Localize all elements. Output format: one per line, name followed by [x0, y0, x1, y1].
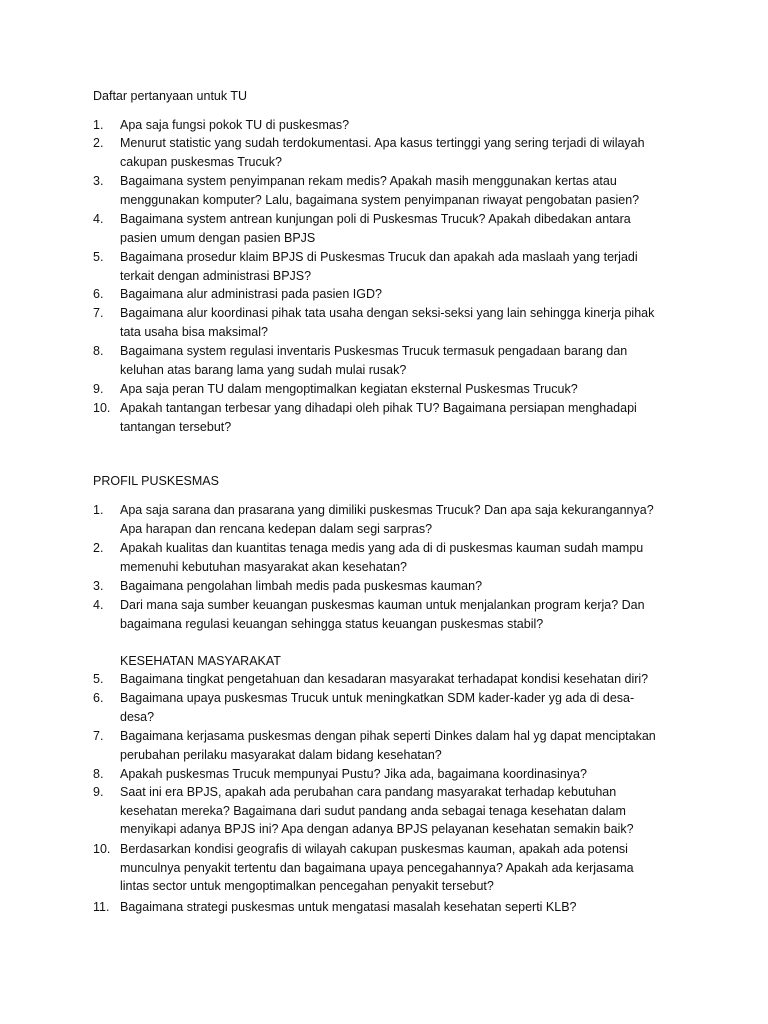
list-item: [93, 134, 683, 171]
list-item: [93, 689, 683, 726]
list-item-number: 5.: [93, 250, 104, 264]
list-item-line: Berdasarkan kondisi geografis di wilayah cakupan puskesmas kauman, apakah ada potensi: [120, 842, 628, 856]
list-item: [93, 765, 683, 784]
list-item-line: bagaimana regulasi keuangan sehingga status keuangan puskesmas stabil?: [120, 616, 544, 631]
list-item-text: [120, 727, 683, 764]
list-item-number: 4.: [93, 212, 104, 226]
list-item-text: [120, 304, 683, 341]
list-item-text: [120, 172, 683, 209]
list-item-line: Dari mana saja sumber keuangan puskesmas kauman untuk menjalankan program kerja? Dan: [120, 598, 645, 612]
list-item: [93, 539, 683, 576]
list-item: [93, 840, 683, 896]
list-item-number: 8.: [93, 344, 104, 358]
list-item: [93, 304, 683, 341]
list-item-text: [120, 670, 683, 689]
list-item: [93, 501, 683, 538]
list-item-text: [120, 134, 683, 171]
list-item-line: Apakah puskesmas Trucuk mempunyai Pustu? Jika ada, bagaimana koordinasinya?: [120, 767, 587, 781]
list-item-line: Bagaimana strategi puskesmas untuk mengatasi masalah kesehatan seperti KLB?: [120, 900, 577, 914]
list-item-line: lintas sector untuk mengoptimalkan pencegahan penyakit tersebut?: [120, 879, 494, 894]
list-item: [93, 783, 683, 839]
list-item-number: 2.: [93, 541, 104, 555]
list-item-number: 5.: [93, 672, 104, 686]
list-item-number: 7.: [93, 306, 104, 320]
list-item-line: Bagaimana prosedur klaim BPJS di Puskesmas Trucuk dan apakah ada maslaah yang terjadi: [120, 250, 638, 264]
section-title-tu: Daftar pertanyaan untuk TU: [93, 89, 248, 103]
list-item: [93, 248, 683, 285]
list-item: [93, 727, 683, 764]
list-item-text: [120, 380, 683, 399]
list-item-text: [120, 342, 683, 379]
list-item-number: 11.: [93, 900, 110, 914]
list-item-line: Bagaimana tingkat pengetahuan dan kesadaran masyarakat terhadapat kondisi kesehatan diri?: [120, 672, 649, 686]
list-item: [93, 670, 683, 689]
list-item-line: Bagaimana system antrean kunjungan poli di Puskesmas Trucuk? Apakah dibedakan antara: [120, 212, 631, 226]
list-item-text: [120, 577, 683, 596]
list-item: [93, 342, 683, 379]
list-item: [93, 172, 683, 209]
list-item-number: 3.: [93, 579, 104, 593]
list-item-number: 10.: [93, 401, 111, 415]
list-item-line: Bagaimana system regulasi inventaris Puskesmas Trucuk termasuk pengadaan barang dan: [120, 344, 628, 358]
list-item-number: 8.: [93, 767, 104, 781]
list-item-number: 1.: [93, 503, 104, 517]
section-title-profil: PROFIL PUSKESMAS: [93, 474, 219, 488]
list-item-text: [120, 689, 683, 726]
list-item-text: [120, 898, 683, 917]
list-item-line: Bagaimana pengolahan limbah medis pada puskesmas kauman?: [120, 579, 483, 593]
list-item-line: terkait dengan administrasi BPJS?: [120, 268, 312, 283]
list-item-number: 9.: [93, 785, 104, 799]
list-item-number: 1.: [93, 118, 104, 132]
list-item-line: Saat ini era BPJS, apakah ada perubahan cara pandang masyarakat terhadap kebutuhan: [120, 785, 617, 799]
list-item-text: [120, 783, 683, 839]
list-item-text: [120, 285, 683, 304]
list-item-number: 2.: [93, 136, 104, 150]
list-item-number: 3.: [93, 174, 104, 188]
list-item-text: [120, 539, 683, 576]
list-item-text: [120, 399, 683, 436]
list-item-line: Bagaimana alur administrasi pada pasien IGD?: [120, 287, 382, 301]
list-item-line: memenuhi kebutuhan masyarakat akan kesehatan?: [120, 559, 407, 574]
list-item-text: [120, 501, 683, 538]
list-item-text: [120, 840, 683, 896]
list-item: [93, 116, 683, 135]
list-item-text: [120, 210, 683, 247]
list-item-line: pasien umum dengan pasien BPJS: [120, 230, 316, 245]
section-title-kesehatan: KESEHATAN MASYARAKAT: [120, 654, 281, 668]
list-item-line: Bagaimana alur koordinasi pihak tata usaha dengan seksi-seksi yang lain sehingga kinerja pihak: [120, 306, 655, 320]
list-item-line: Apa saja peran TU dalam mengoptimalkan kegiatan eksternal Puskesmas Trucuk?: [120, 382, 578, 396]
list-item-line: cakupan puskesmas Trucuk?: [120, 154, 282, 169]
list-item-line: Bagaimana upaya puskesmas Trucuk untuk meningkatkan SDM kader-kader yg ada di desa-: [120, 691, 635, 705]
list-item-number: 7.: [93, 729, 104, 743]
list-item-line: tantangan tersebut?: [120, 419, 232, 434]
list-item-text: [120, 765, 683, 784]
list-item-number: 10.: [93, 842, 111, 856]
list-item: [93, 577, 683, 596]
list-item-line: Menurut statistic yang sudah terdokumentasi. Apa kasus tertinggi yang sering terjadi di wilayah: [120, 136, 645, 150]
list-item-line: tata usaha bisa maksimal?: [120, 324, 268, 339]
list-item-line: Bagaimana system penyimpanan rekam medis? Apakah masih menggunakan kertas atau: [120, 174, 617, 188]
list-item-line: Apa harapan dan rencana kedepan dalam segi sarpras?: [120, 521, 433, 536]
list-item-text: [120, 596, 683, 633]
list-item-line: Bagaimana kerjasama puskesmas dengan pihak seperti Dinkes dalam hal yg dapat menciptakan: [120, 729, 656, 743]
list-item: [93, 596, 683, 633]
list-item-number: 6.: [93, 691, 104, 705]
list-item-line: desa?: [120, 709, 155, 724]
list-item-line: Apakah tantangan terbesar yang dihadapi oleh pihak TU? Bagaimana persiapan menghadapi: [120, 401, 637, 415]
list-item-line: menggunakan komputer? Lalu, bagaimana system penyimpanan riwayat pengobatan pasien?: [120, 192, 640, 207]
list-item-line: munculnya penyakit tertentu dan bagaimana upaya pencegahannya? Apakah ada kerjasama: [120, 860, 634, 875]
list-item: [93, 898, 683, 917]
list-item-line: Apa saja fungsi pokok TU di puskesmas?: [120, 118, 350, 132]
list-item: [93, 285, 683, 304]
list-item-text: [120, 116, 683, 135]
list-item-text: [120, 248, 683, 285]
list-item-line: keluhan atas barang lama yang sudah mulai rusak?: [120, 362, 407, 377]
list-item-line: kesehatan mereka? Bagaimana dari sudut pandang anda sebagai tenaga kesehatan dalam: [120, 803, 626, 818]
list-item-line: menyikapi adanya BPJS ini? Apa dengan adanya BPJS pelayanan kesehatan semakin baik?: [120, 822, 634, 837]
list-item-line: Apakah kualitas dan kuantitas tenaga medis yang ada di di puskesmas kauman sudah mampu: [120, 541, 644, 555]
list-item: [93, 380, 683, 399]
list-item-line: perubahan perilaku masyarakat dalam bidang kesehatan?: [120, 747, 442, 762]
list-item-number: 9.: [93, 382, 104, 396]
list-item: [93, 210, 683, 247]
list-item-number: 4.: [93, 598, 104, 612]
list-item-line: Apa saja sarana dan prasarana yang dimiliki puskesmas Trucuk? Dan apa saja kekurangannya?: [120, 503, 654, 517]
list-item: [93, 399, 683, 436]
list-item-number: 6.: [93, 287, 104, 301]
